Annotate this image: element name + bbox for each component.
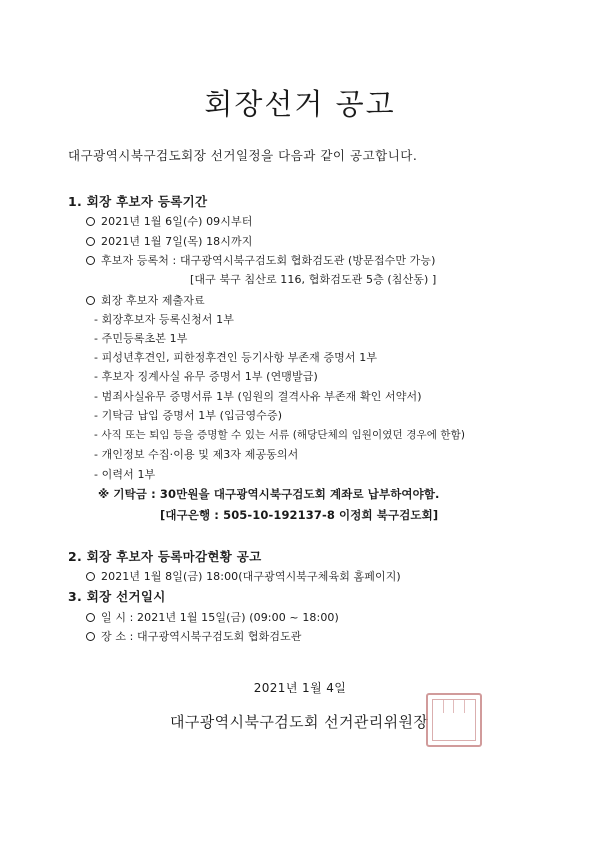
list-item: 후보자 등록처 : 대구광역시북구검도회 협화검도관 (방문접수만 가능) (86, 252, 436, 268)
doc-item: - 후보자 징계사실 유무 증명서 1부 (연맹발급) (94, 370, 318, 383)
announcement-date: 2021년 1월 4일 (253, 681, 347, 695)
list-item: 회장 후보자 제출자료 (86, 292, 205, 308)
section1-heading: 1. 회장 후보자 등록기간 (68, 194, 208, 209)
intro-text: 대구광역시북구검도회장 선거일정을 다음과 같이 공고합니다. (68, 148, 418, 163)
list-item: 장 소 : 대구광역시북구검도회 협화검도관 (86, 628, 302, 644)
circle-bullet-icon (86, 217, 95, 226)
section2-heading: 2. 회장 후보자 등록마감현황 공고 (68, 549, 262, 564)
doc-item: - 이력서 1부 (94, 468, 156, 481)
circle-bullet-icon (86, 237, 95, 246)
doc-item: - 기탁금 납입 증명서 1부 (입금영수증) (94, 409, 283, 422)
list-item: 일 시 : 2021년 1월 15일(금) (09:00 ~ 18:00) (86, 609, 339, 625)
deposit-notice: ※ 기탁금 : 30만원을 대구광역시북구검도회 계좌로 납부하여야함. (98, 487, 440, 501)
issuer-name: 대구광역시북구검도회 선거관리위원장 (170, 713, 429, 731)
page-title: 회장선거 공고 (204, 87, 396, 121)
section3-heading: 3. 회장 선거일시 (68, 589, 166, 604)
doc-item: - 사직 또는 퇴임 등을 증명할 수 있는 서류 (해당단체의 임원이였던 경우에 한함) (94, 429, 466, 441)
circle-bullet-icon (86, 613, 95, 622)
official-seal-stamp (426, 693, 482, 747)
list-item: 2021년 1월 7일(목) 18시까지 (86, 233, 252, 249)
address-text: [대구 북구 침산로 116, 협화검도관 5층 (침산동) ] (190, 273, 437, 286)
circle-bullet-icon (86, 256, 95, 265)
doc-item: - 피성년후견인, 피한정후견인 등기사항 부존재 증명서 1부 (94, 351, 378, 364)
doc-item: - 회장후보자 등록신청서 1부 (94, 313, 234, 326)
doc-item: - 주민등록초본 1부 (94, 332, 188, 345)
doc-item: - 범죄사실유무 증명서류 1부 (임원의 결격사유 부존재 확인 서약서) (94, 390, 422, 403)
list-item: 2021년 1월 8일(금) 18:00(대구광역시북구체육회 홈페이지) (86, 568, 401, 584)
bank-account: [대구은행 : 505-10-192137-8 이정희 북구검도회] (160, 508, 439, 522)
list-item: 2021년 1월 6일(수) 09시부터 (86, 213, 252, 229)
circle-bullet-icon (86, 296, 95, 305)
circle-bullet-icon (86, 632, 95, 641)
circle-bullet-icon (86, 572, 95, 581)
doc-item: - 개인정보 수집·이용 및 제3자 제공동의서 (94, 448, 299, 461)
